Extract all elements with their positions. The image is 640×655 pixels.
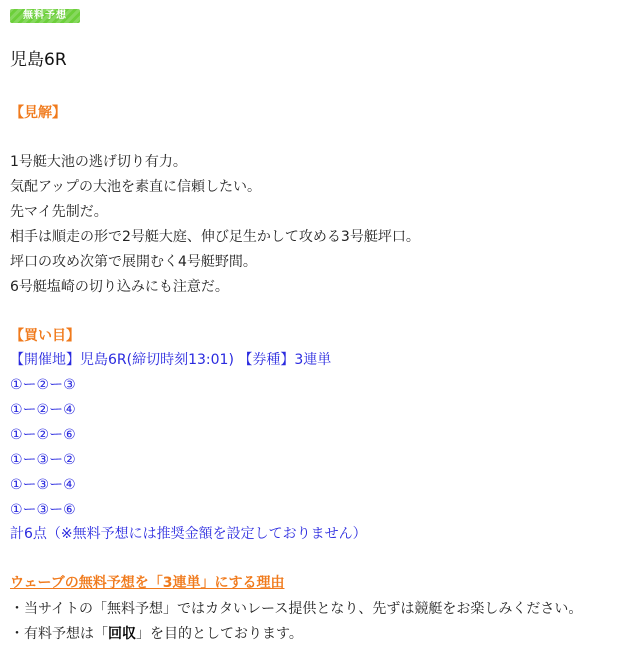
view-line: 6号艇塩崎の切り込みにも注意だ。 [10, 279, 229, 295]
free-prediction-badge: 無料予想 [10, 9, 80, 23]
view-heading: 【見解】 [10, 105, 66, 121]
reason-line-1: ・当サイトの「無料予想」ではカタいレース提供となり、先ずは競艇をお楽しみください。 [10, 601, 583, 617]
reason-heading-link[interactable]: ウェーブの無料予想を「3連単」にする理由 [10, 575, 285, 591]
bet-combination: ①ー③ー⑥ [10, 502, 76, 518]
race-info: 【開催地】児島6R(締切時刻13:01) 【券種】3連単 [10, 352, 332, 368]
bet-combination: ①ー②ー③ [10, 377, 76, 393]
view-line: 坪口の攻め次第で展開むく4号艇野間。 [10, 254, 257, 270]
reason-line-2-post: 」を目的としております。 [136, 626, 303, 642]
race-title: 児島6R [10, 50, 67, 70]
view-line: 気配アップの大池を素直に信頼したい。 [10, 179, 262, 195]
bets-heading: 【買い目】 [10, 328, 80, 344]
view-line: 1号艇大池の逃げ切り有力。 [10, 154, 187, 170]
reason-line-2-bold: 回収 [108, 626, 136, 642]
view-line: 先マイ先制だ。 [10, 204, 108, 220]
bet-combination: ①ー②ー④ [10, 402, 76, 418]
bet-combination: ①ー②ー⑥ [10, 427, 76, 443]
reason-line-2-pre: ・有料予想は「 [10, 626, 108, 642]
reason-line-2 [10, 624, 303, 644]
view-line: 相手は順走の形で2号艇大庭、伸び足生かして攻める3号艇坪口。 [10, 229, 420, 245]
bet-combination: ①ー③ー② [10, 452, 76, 468]
bet-total: 計6点（※無料予想には推奨金額を設定しておりません） [10, 526, 367, 542]
bet-combination: ①ー③ー④ [10, 477, 76, 493]
